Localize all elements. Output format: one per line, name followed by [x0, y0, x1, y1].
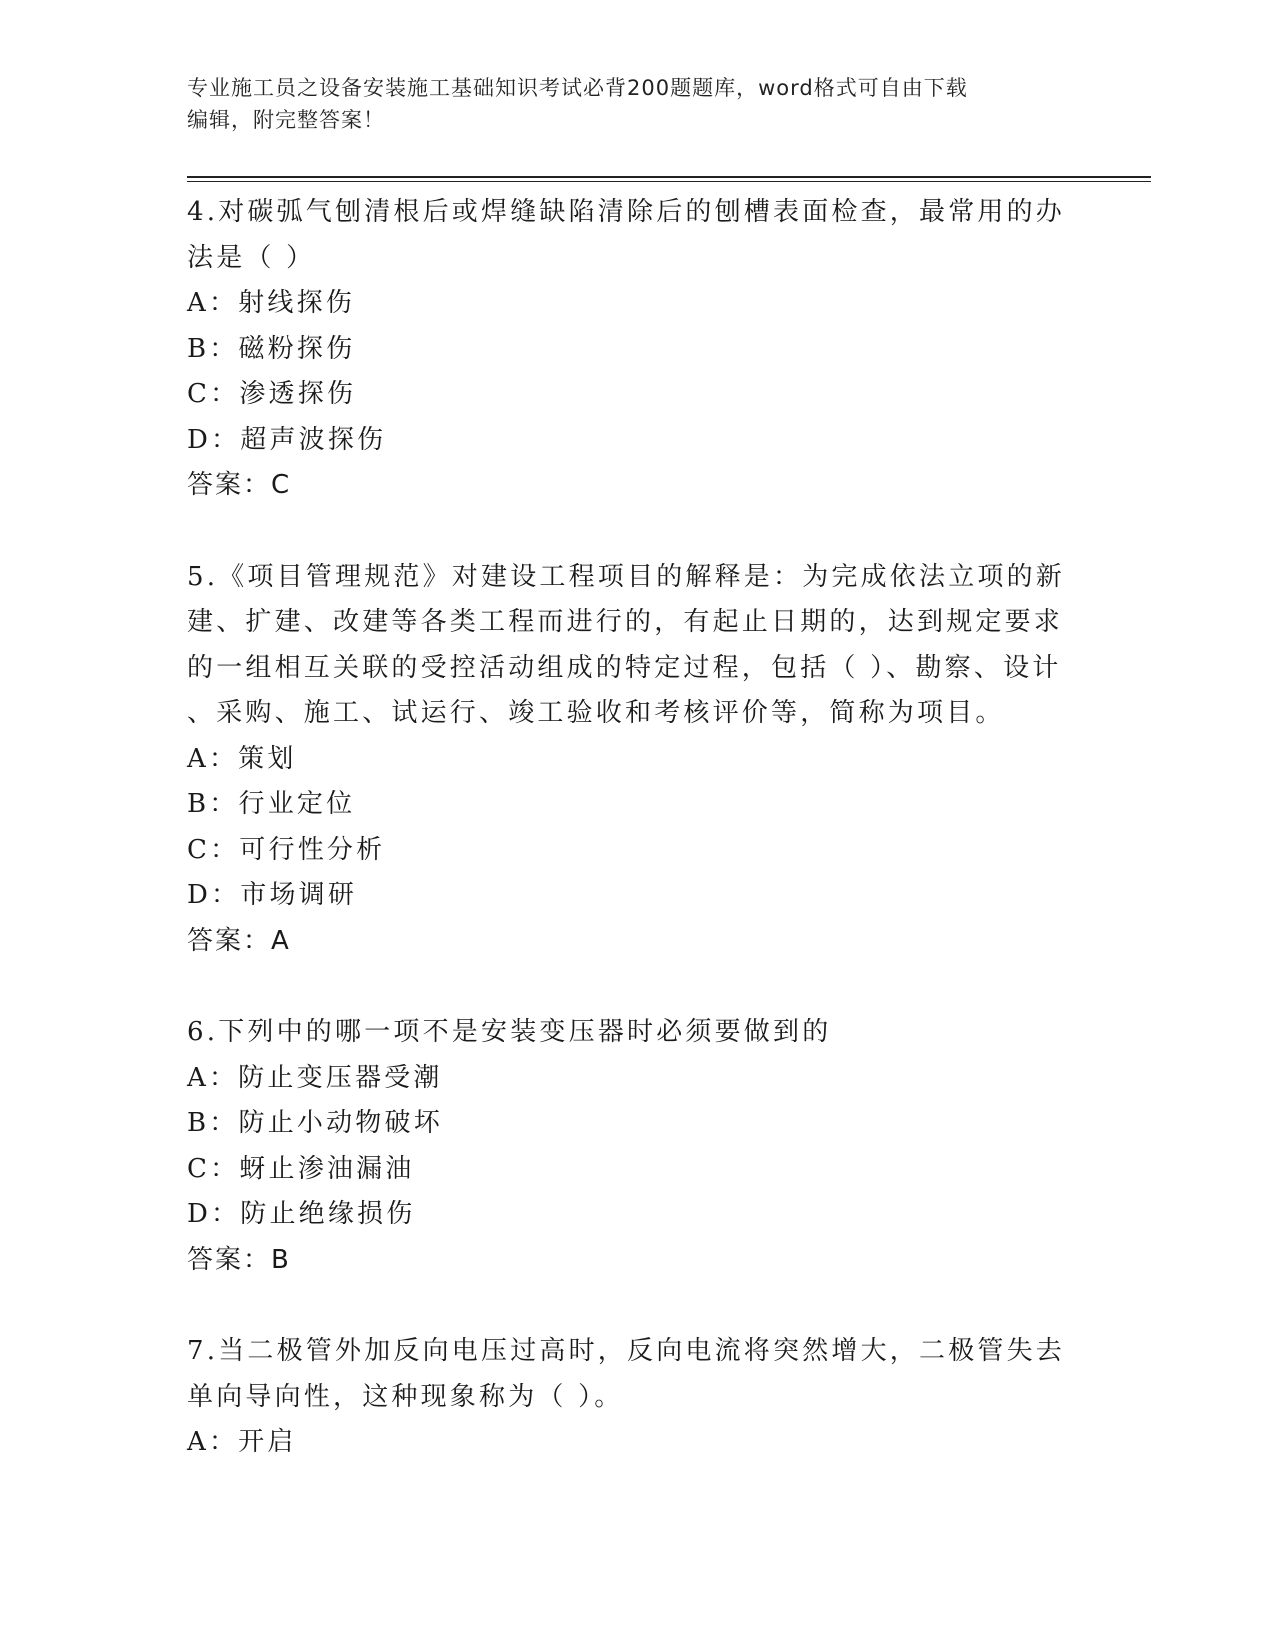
header-divider-thin: [187, 181, 1151, 182]
option-b: B：行业定位: [187, 789, 356, 819]
answer-line: 答案：B: [187, 1244, 291, 1275]
option-a: A：开启: [187, 1427, 297, 1457]
question-text-line: 建、扩建、改建等各类工程而进行的，有起止日期的，达到规定要求: [187, 607, 1064, 637]
document-header: [187, 72, 1067, 136]
question-text-line: 单向导向性，这种现象称为（ ）。: [187, 1381, 624, 1412]
option-b: B：磁粉探伤: [187, 333, 356, 364]
question-spacer: [187, 964, 1067, 1010]
question-text-line: 6.下列中的哪一项不是安装变压器时必须要做到的: [187, 1017, 832, 1047]
question-spacer: [187, 1283, 1067, 1329]
option-a: A：射线探伤: [187, 288, 355, 318]
question-spacer: [187, 509, 1067, 555]
question-list: [187, 190, 1067, 1466]
option-a: A：策划: [187, 743, 297, 774]
option-a: A：防止变压器受潮: [187, 1062, 443, 1093]
option-c: C：可行性分析: [187, 834, 386, 865]
question-6: [187, 1010, 1067, 1283]
question-5: [187, 555, 1067, 965]
answer-line: 答案：C: [187, 470, 292, 500]
answer-line: 答案：A: [187, 925, 291, 956]
question-text-line: 7.当二极管外加反向电压过高时，反向电流将突然增大，二极管失去: [187, 1336, 1066, 1366]
option-c: C：渗透探伤: [187, 379, 357, 409]
header-divider-thick: [187, 176, 1151, 178]
question-text-line: 的一组相互关联的受控活动组成的特定过程，包括（ ）、勘察、设计: [187, 652, 1062, 683]
header-line-2: 编辑，附完整答案！: [187, 108, 385, 132]
question-text-line: 5.《项目管理规范》对建设工程项目的解释是：为完成依法立项的新: [187, 561, 1066, 592]
question-4: [187, 190, 1067, 509]
question-text-line: 法是（ ）: [187, 242, 316, 273]
question-text-line: 、采购、施工、试运行、竣工验收和考核评价等，简称为项目。: [187, 698, 1005, 728]
header-line-1: 专业施工员之设备安装施工基础知识考试必背200题题库，word格式可自由下载: [187, 76, 968, 100]
question-7: [187, 1329, 1067, 1466]
option-b: B：防止小动物破坏: [187, 1108, 443, 1138]
question-text-line: 4.对碳弧气刨清根后或焊缝缺陷清除后的刨槽表面检查，最常用的办: [187, 197, 1066, 227]
option-c: C：蚜止渗油漏油: [187, 1153, 415, 1184]
option-d: D：市场调研: [187, 880, 358, 910]
option-d: D：超声波探伤: [187, 424, 387, 455]
option-d: D：防止绝缘损伤: [187, 1199, 416, 1229]
